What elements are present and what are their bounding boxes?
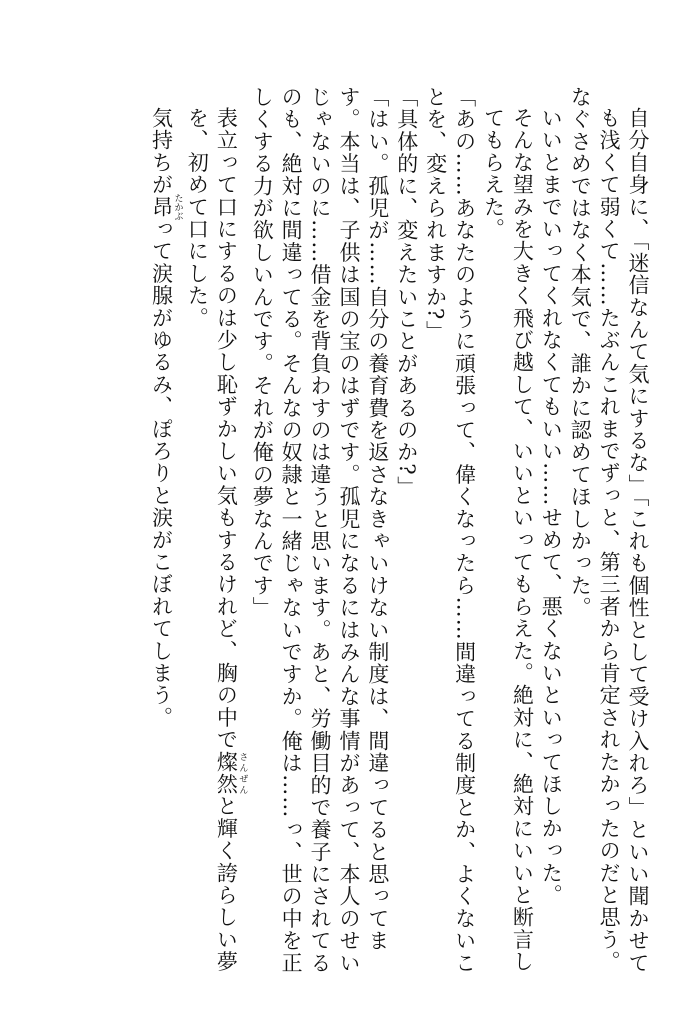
ruby-sanzen: [214, 750, 248, 796]
paragraph-8: [183, 86, 248, 986]
paragraph-2: なぐさめではなく本気で、誰かに認めてほしかった。: [568, 86, 593, 619]
paragraph-8-part-b: と輝く誇らしい夢を、初めて口にした。: [185, 107, 239, 973]
dialogue-3: 「はい。孤児が……自分の養育費を返さなきゃいけない制度は、間違ってると思ってます。本当は、子供は国の宝のはずです。孤児になるにはみんな事情があって、本人のせいじゃないのに……借金を背負わすのは違うと思います。あと、労働目的で養子にされてるのも、絶対に間違ってる。そんなの奴隷と一緒じゃないですか。俺は……っ、世の中を正しくする力が欲しいんです。それが俺の夢なんです」: [250, 86, 390, 975]
paragraph-4: そんな望みを大きく飛び越して、いいといってもらえた。絶対に、絶対にいいと断言してもらえた。: [481, 107, 535, 973]
paragraph-1: 自分自身に、「迷信なんて気にするな」「これも個性として受け入れろ」といい聞かせても浅くて弱くて……たぶんこれまでずっと、第三者から肯定されたかったのだと思う。: [597, 107, 650, 974]
dialogue-2: 「具体的に、変えたいことがあるのか?」: [394, 86, 419, 499]
ruby-takabu-reading: たかぶ: [172, 193, 183, 221]
vertical-text-body: [147, 86, 652, 986]
paragraph-8-part-a: 表立って口にするのは少し恥ずかしい気もするけれど、胸の中で: [214, 107, 239, 751]
ruby-takabu: [149, 193, 183, 221]
paragraph-9-part-a: 気持ちが: [149, 107, 174, 196]
dialogue-1: 「あの……あなたのように頑張って、偉くなったら……間違ってる制度とか、よくないことを、変えられますか?」: [423, 86, 477, 974]
ruby-sanzen-reading: さんぜん: [237, 750, 248, 796]
ruby-sanzen-base: 燦然: [214, 750, 239, 796]
ruby-takabu-base: 昂: [149, 193, 174, 221]
paragraph-3: いいとまでいってくれなくてもいい……せめて、悪くないといってほしかった。: [539, 107, 564, 907]
paragraph-9-part-b: って涙腺がゆるみ、ぽろりと涙がこぼれてしまう。: [149, 218, 174, 729]
paragraph-9: [147, 86, 183, 986]
